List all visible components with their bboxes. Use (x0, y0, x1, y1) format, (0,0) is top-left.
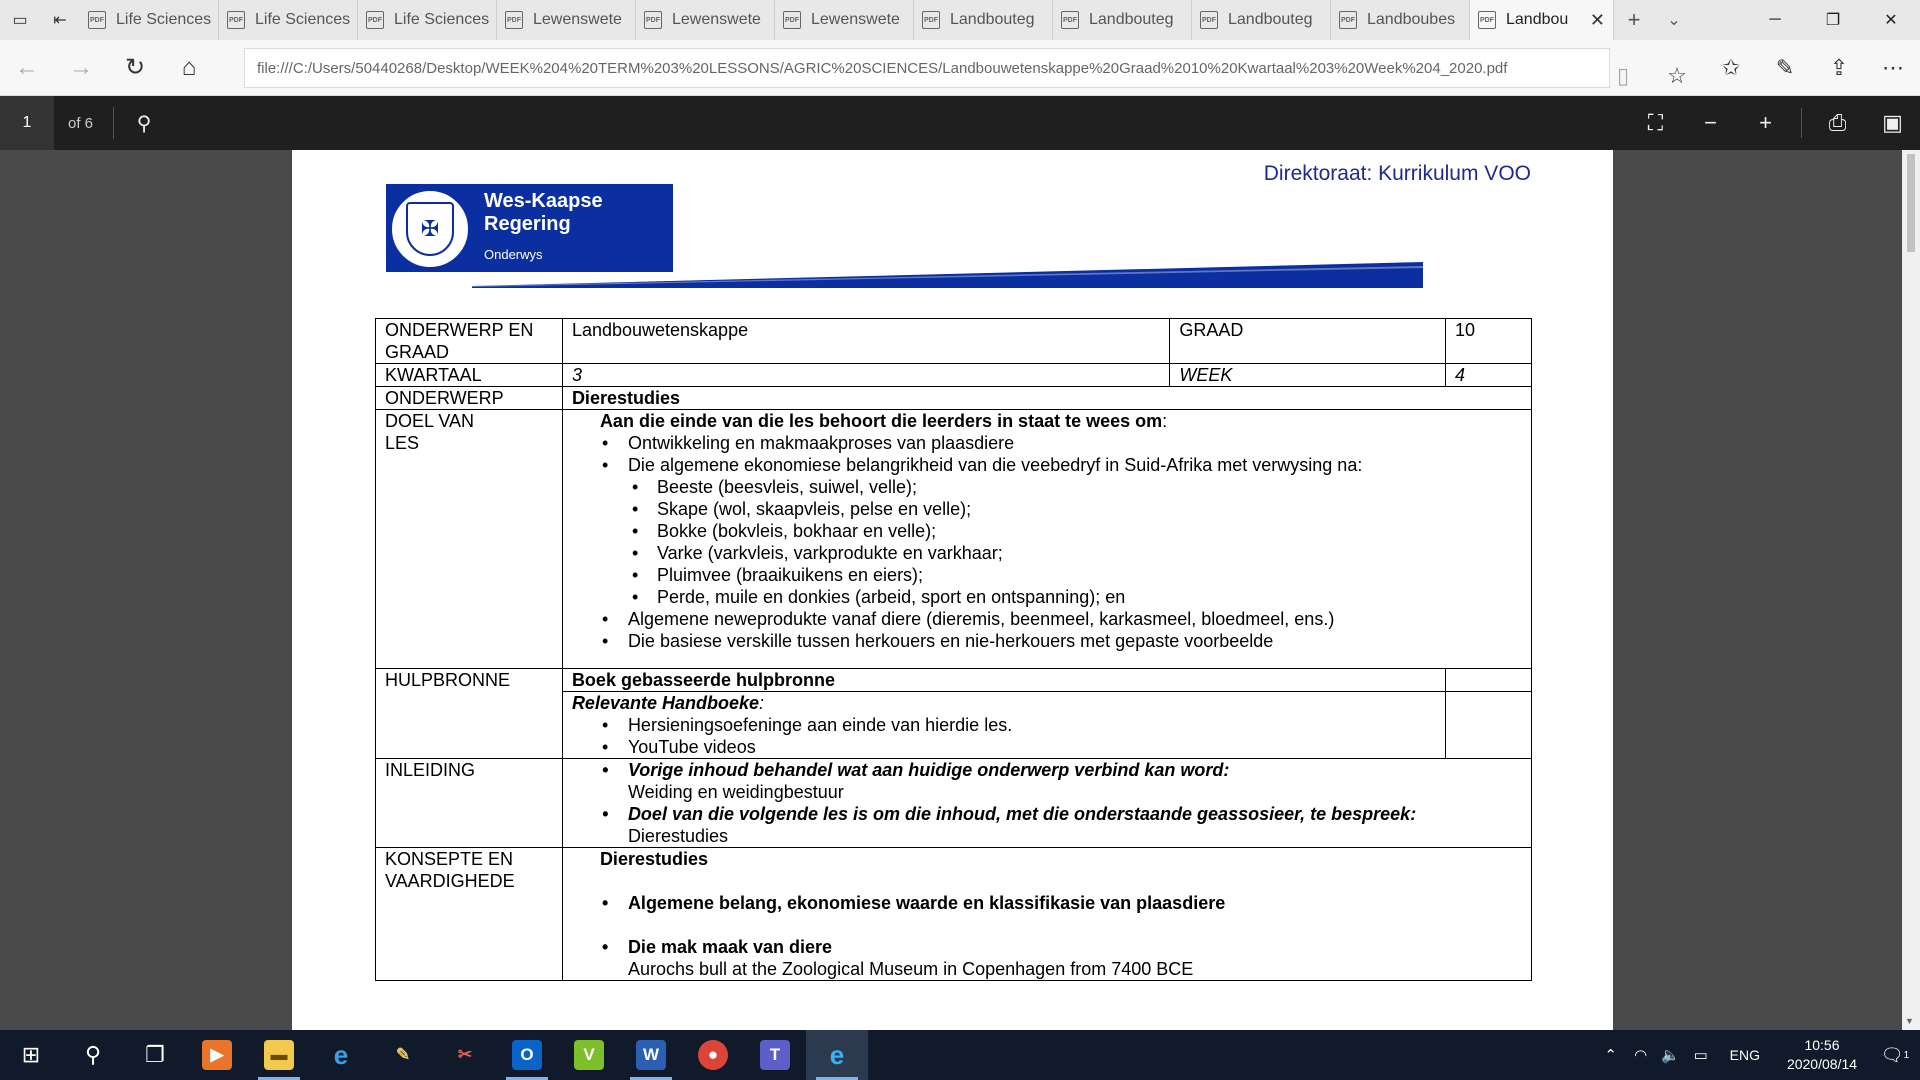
media-player-icon[interactable]: ▶ (186, 1030, 248, 1080)
aim-list (572, 432, 1522, 652)
scrollbar[interactable] (1902, 150, 1920, 1030)
tab-preview-icon[interactable]: ▭ (12, 12, 28, 29)
zoom-in-icon[interactable]: + (1759, 110, 1772, 135)
set-tabs-aside-icon[interactable]: ⇤ (53, 12, 67, 29)
page-number-input[interactable]: 1 (0, 96, 54, 150)
aim-intro: Aan die einde van die les behoort die leerders in staat te wees om: (599, 411, 1168, 431)
tab-landboubes[interactable] (1331, 0, 1470, 40)
table-row (376, 669, 1532, 692)
word-icon[interactable]: W (620, 1030, 682, 1080)
logo-title: Wes-Kaapse Regering (484, 190, 603, 235)
resources-heading: Boek gebasseerde hulpbronne (562, 669, 1445, 692)
more-icon[interactable]: ⋯ (1882, 55, 1904, 80)
table-row (376, 410, 1532, 669)
notifications-icon[interactable]: 🗨 1 (1880, 1044, 1910, 1065)
pen-icon[interactable]: ✎ (1775, 55, 1795, 80)
tab-bar-drag-area[interactable] (1694, 0, 1746, 40)
tab-landbouteg-3[interactable] (1192, 0, 1331, 40)
aim-label: DOEL VAN LES (376, 410, 563, 669)
concepts-item-2: • Die mak maak van diere (572, 936, 1522, 958)
task-view-icon[interactable]: ❐ (145, 1042, 165, 1067)
subject-value: Landbouwetenskappe (562, 319, 1169, 364)
list-item: • Perde, muile en donkies (arbeid, sport en ontspanning); en (572, 586, 1522, 608)
plus-icon[interactable]: + (1627, 7, 1641, 32)
pdf-icon: PDF (922, 11, 940, 29)
home-icon[interactable]: ⌂ (181, 53, 197, 81)
empty-cell (1446, 692, 1532, 759)
pdf-page (292, 150, 1613, 1030)
tab-label: Life Sciences (116, 11, 212, 28)
resources-cell (562, 692, 1445, 759)
term-label: KWARTAAL (376, 364, 563, 387)
tab-lewenswete-1[interactable] (497, 0, 636, 40)
chrome-icon[interactable]: ● (682, 1030, 744, 1080)
print-icon[interactable]: ⎙ (1828, 110, 1847, 135)
intro-question-1: • Vorige inhoud behandel wat aan huidige onderwerp verbind kan word: (572, 759, 1522, 781)
list-item: • Algemene neweprodukte vanaf diere (dieremis, beenmeel, karkasmeel, bloedmeel, ens.) (572, 608, 1522, 630)
tab-label: Lewenswete (811, 11, 900, 28)
reading-view-icon[interactable]: ▯ (1616, 63, 1630, 88)
list-item: • Skape (wol, skaapvleis, pelse en velle); (572, 498, 1522, 520)
pdf-icon: PDF (1061, 11, 1079, 29)
pdf-icon: PDF (1200, 11, 1218, 29)
table-row (376, 387, 1532, 410)
tab-label: Landbouteg (1089, 11, 1174, 28)
wifi-icon[interactable]: ◠ (1634, 1047, 1648, 1064)
toolbar-divider (1801, 108, 1802, 138)
intro-cell (562, 759, 1531, 848)
tab-label: Lewenswete (672, 11, 761, 28)
week-label: WEEK (1170, 364, 1446, 387)
resources-list (572, 714, 1436, 758)
tab-bar (0, 0, 1920, 40)
list-item: • Die algemene ekonomiese belangrikheid van die veebedryf in Suid-Afrika met verwysing na: (572, 454, 1522, 476)
scrollbar-thumb[interactable] (1907, 154, 1915, 252)
week-value: 4 (1446, 364, 1532, 387)
pdf-icon: PDF (505, 11, 523, 29)
pdf-toolbar (0, 96, 1920, 150)
pdf-icon: PDF (783, 11, 801, 29)
tab-label: Landbou (1506, 11, 1569, 28)
list-item: • Die basiese verskille tussen herkouers en nie-herkouers met gepaste voorbeelde (572, 630, 1522, 652)
language-indicator[interactable]: ENG (1729, 1047, 1760, 1063)
lesson-plan-table (375, 318, 1532, 981)
outlook-icon[interactable]: O (496, 1030, 558, 1080)
list-item: • Pluimvee (braaikuikens en eiers); (572, 564, 1522, 586)
term-value: 3 (562, 364, 1169, 387)
empty-cell (1446, 669, 1532, 692)
concepts-caption: Aurochs bull at the Zoological Museum in Copenhagen from 7400 BCE (627, 959, 1194, 979)
search-icon[interactable]: ⚲ (84, 1042, 102, 1067)
clock-date: 2020/08/14 (1786, 1056, 1858, 1072)
concepts-heading: Dierestudies (599, 849, 708, 869)
volume-icon[interactable]: 🔈 (1661, 1047, 1680, 1064)
battery-icon[interactable]: ▭ (1693, 1047, 1708, 1064)
list-item: • Ontwikkeling en makmaakproses van plaasdiere (572, 432, 1522, 454)
tab-landbou-active[interactable] (1470, 0, 1614, 40)
aim-cell (562, 410, 1531, 669)
grade-label: GRAAD (1170, 319, 1446, 364)
tab-lewenswete-3[interactable] (775, 0, 914, 40)
list-item: • Varke (varkvleis, varkprodukte en varkhaar; (572, 542, 1522, 564)
star-icon[interactable]: ☆ (1667, 63, 1687, 88)
resources-sub: Relevante Handboeke: (571, 693, 765, 713)
pdf-icon: PDF (1339, 11, 1357, 29)
system-tray (1596, 1030, 1920, 1080)
pdf-icon: PDF (366, 11, 384, 29)
address-input[interactable]: file:///C:/Users/50440268/Desktop/WEEK%204%20TERM%203%20LESSONS/AGRIC%20SCIENCES/Landbouwetenskappe%20Graad%2010%20Kwartaal%203%20Week%204_2020.pdf (244, 48, 1610, 88)
tab-life-sciences-1[interactable] (80, 0, 219, 40)
pdf-icon: PDF (1478, 11, 1496, 29)
intro-answer-2: Dierestudies (627, 826, 728, 846)
tab-label: Lewenswete (533, 11, 622, 28)
edge-icon[interactable]: e (806, 1030, 868, 1080)
zoom-out-icon[interactable]: − (1704, 110, 1717, 135)
table-row (376, 319, 1532, 364)
concepts-item-1: • Algemene belang, ekonomiese waarde en klassifikasie van plaasdiere (572, 892, 1522, 914)
tab-label: Landbouteg (950, 11, 1035, 28)
table-row (376, 848, 1532, 981)
grade-value: 10 (1446, 319, 1532, 364)
header-swoosh (472, 262, 1423, 288)
share-icon[interactable]: ⇪ (1829, 55, 1849, 80)
arrow-right-icon[interactable]: → (69, 53, 93, 81)
table-row (376, 759, 1532, 848)
clock-time: 10:56 (1804, 1037, 1840, 1053)
table-row (376, 364, 1532, 387)
topic-value: Dierestudies (562, 387, 1531, 410)
list-item: • Bokke (bokvleis, bokhaar en velle); (572, 520, 1522, 542)
close-window-icon[interactable]: ✕ (1884, 12, 1898, 29)
tab-life-sciences-2[interactable] (219, 0, 358, 40)
pdf-icon: PDF (88, 11, 106, 29)
intro-answer-1: Weiding en weidingbestuur (627, 782, 844, 802)
refresh-icon[interactable]: ↻ (124, 54, 146, 81)
internet-explorer-icon[interactable]: e (333, 1039, 349, 1070)
list-item: • Hersieningsoefeninge aan einde van hierdie les. (572, 714, 1436, 736)
subject-label: ONDERWERP EN GRAAD (376, 319, 563, 364)
taskbar (0, 1030, 1920, 1080)
chevron-down-icon[interactable]: ⌄ (1667, 12, 1681, 29)
tab-label: Life Sciences (394, 11, 490, 28)
tab-label: Landboubes (1367, 11, 1456, 28)
concepts-cell (562, 848, 1531, 981)
teams-icon[interactable]: T (744, 1030, 806, 1080)
pdf-icon: PDF (227, 11, 245, 29)
clock[interactable] (1774, 1036, 1870, 1074)
paint-icon[interactable]: ✎ (395, 1045, 411, 1064)
save-icon[interactable]: ▣ (1882, 110, 1903, 135)
concepts-label: KONSEPTE EN VAARDIGHEDE (376, 848, 563, 981)
minimize-icon[interactable]: ─ (1769, 11, 1781, 28)
tab-label: Landbouteg (1228, 11, 1313, 28)
tab-landbouteg-2[interactable] (1053, 0, 1192, 40)
veyon-icon[interactable]: V (558, 1030, 620, 1080)
resources-label: HULPBRONNE (376, 669, 563, 759)
pdf-icon: PDF (644, 11, 662, 29)
directorate-heading: Direktoraat: Kurrikulum VOO (1263, 162, 1531, 185)
tab-landbouteg-1[interactable] (914, 0, 1053, 40)
wcg-logo (386, 184, 673, 272)
tab-life-sciences-3[interactable] (358, 0, 497, 40)
logo-subtitle: Onderwys (484, 247, 543, 262)
search-icon[interactable]: ⚲ (136, 112, 152, 135)
arrow-left-icon[interactable]: ← (15, 53, 39, 81)
pdf-viewer[interactable] (0, 150, 1920, 1030)
scroll-down-icon[interactable]: ▼ (1905, 1016, 1914, 1026)
topic-label: ONDERWERP (376, 387, 563, 410)
snip-tool-icon[interactable]: ✂ (457, 1045, 473, 1064)
address-bar-row (0, 40, 1920, 96)
intro-label: INLEIDING (376, 759, 563, 848)
tab-label: Life Sciences (255, 11, 351, 28)
tab-lewenswete-2[interactable] (636, 0, 775, 40)
intro-question-2: • Doel van die volgende les is om die inhoud, met die onderstaande geassosieer, te bespreek: (572, 803, 1522, 825)
file-explorer-icon[interactable]: ▬ (248, 1030, 310, 1080)
close-tab-icon[interactable]: ✕ (1589, 9, 1605, 30)
restore-icon[interactable]: ❐ (1825, 12, 1841, 29)
coat-of-arms-icon: ✠ (389, 188, 471, 270)
list-item: • Beeste (beesvleis, suiwel, velle); (572, 476, 1522, 498)
chevron-up-icon[interactable]: ⌃ (1604, 1047, 1617, 1064)
page-total: of 6 (54, 107, 114, 139)
list-item: • YouTube videos (572, 736, 1436, 758)
favorites-icon[interactable]: ✩ (1721, 55, 1741, 80)
windows-start-icon[interactable]: ⊞ (21, 1042, 41, 1067)
fit-page-icon[interactable]: ⛶ (1647, 110, 1664, 135)
